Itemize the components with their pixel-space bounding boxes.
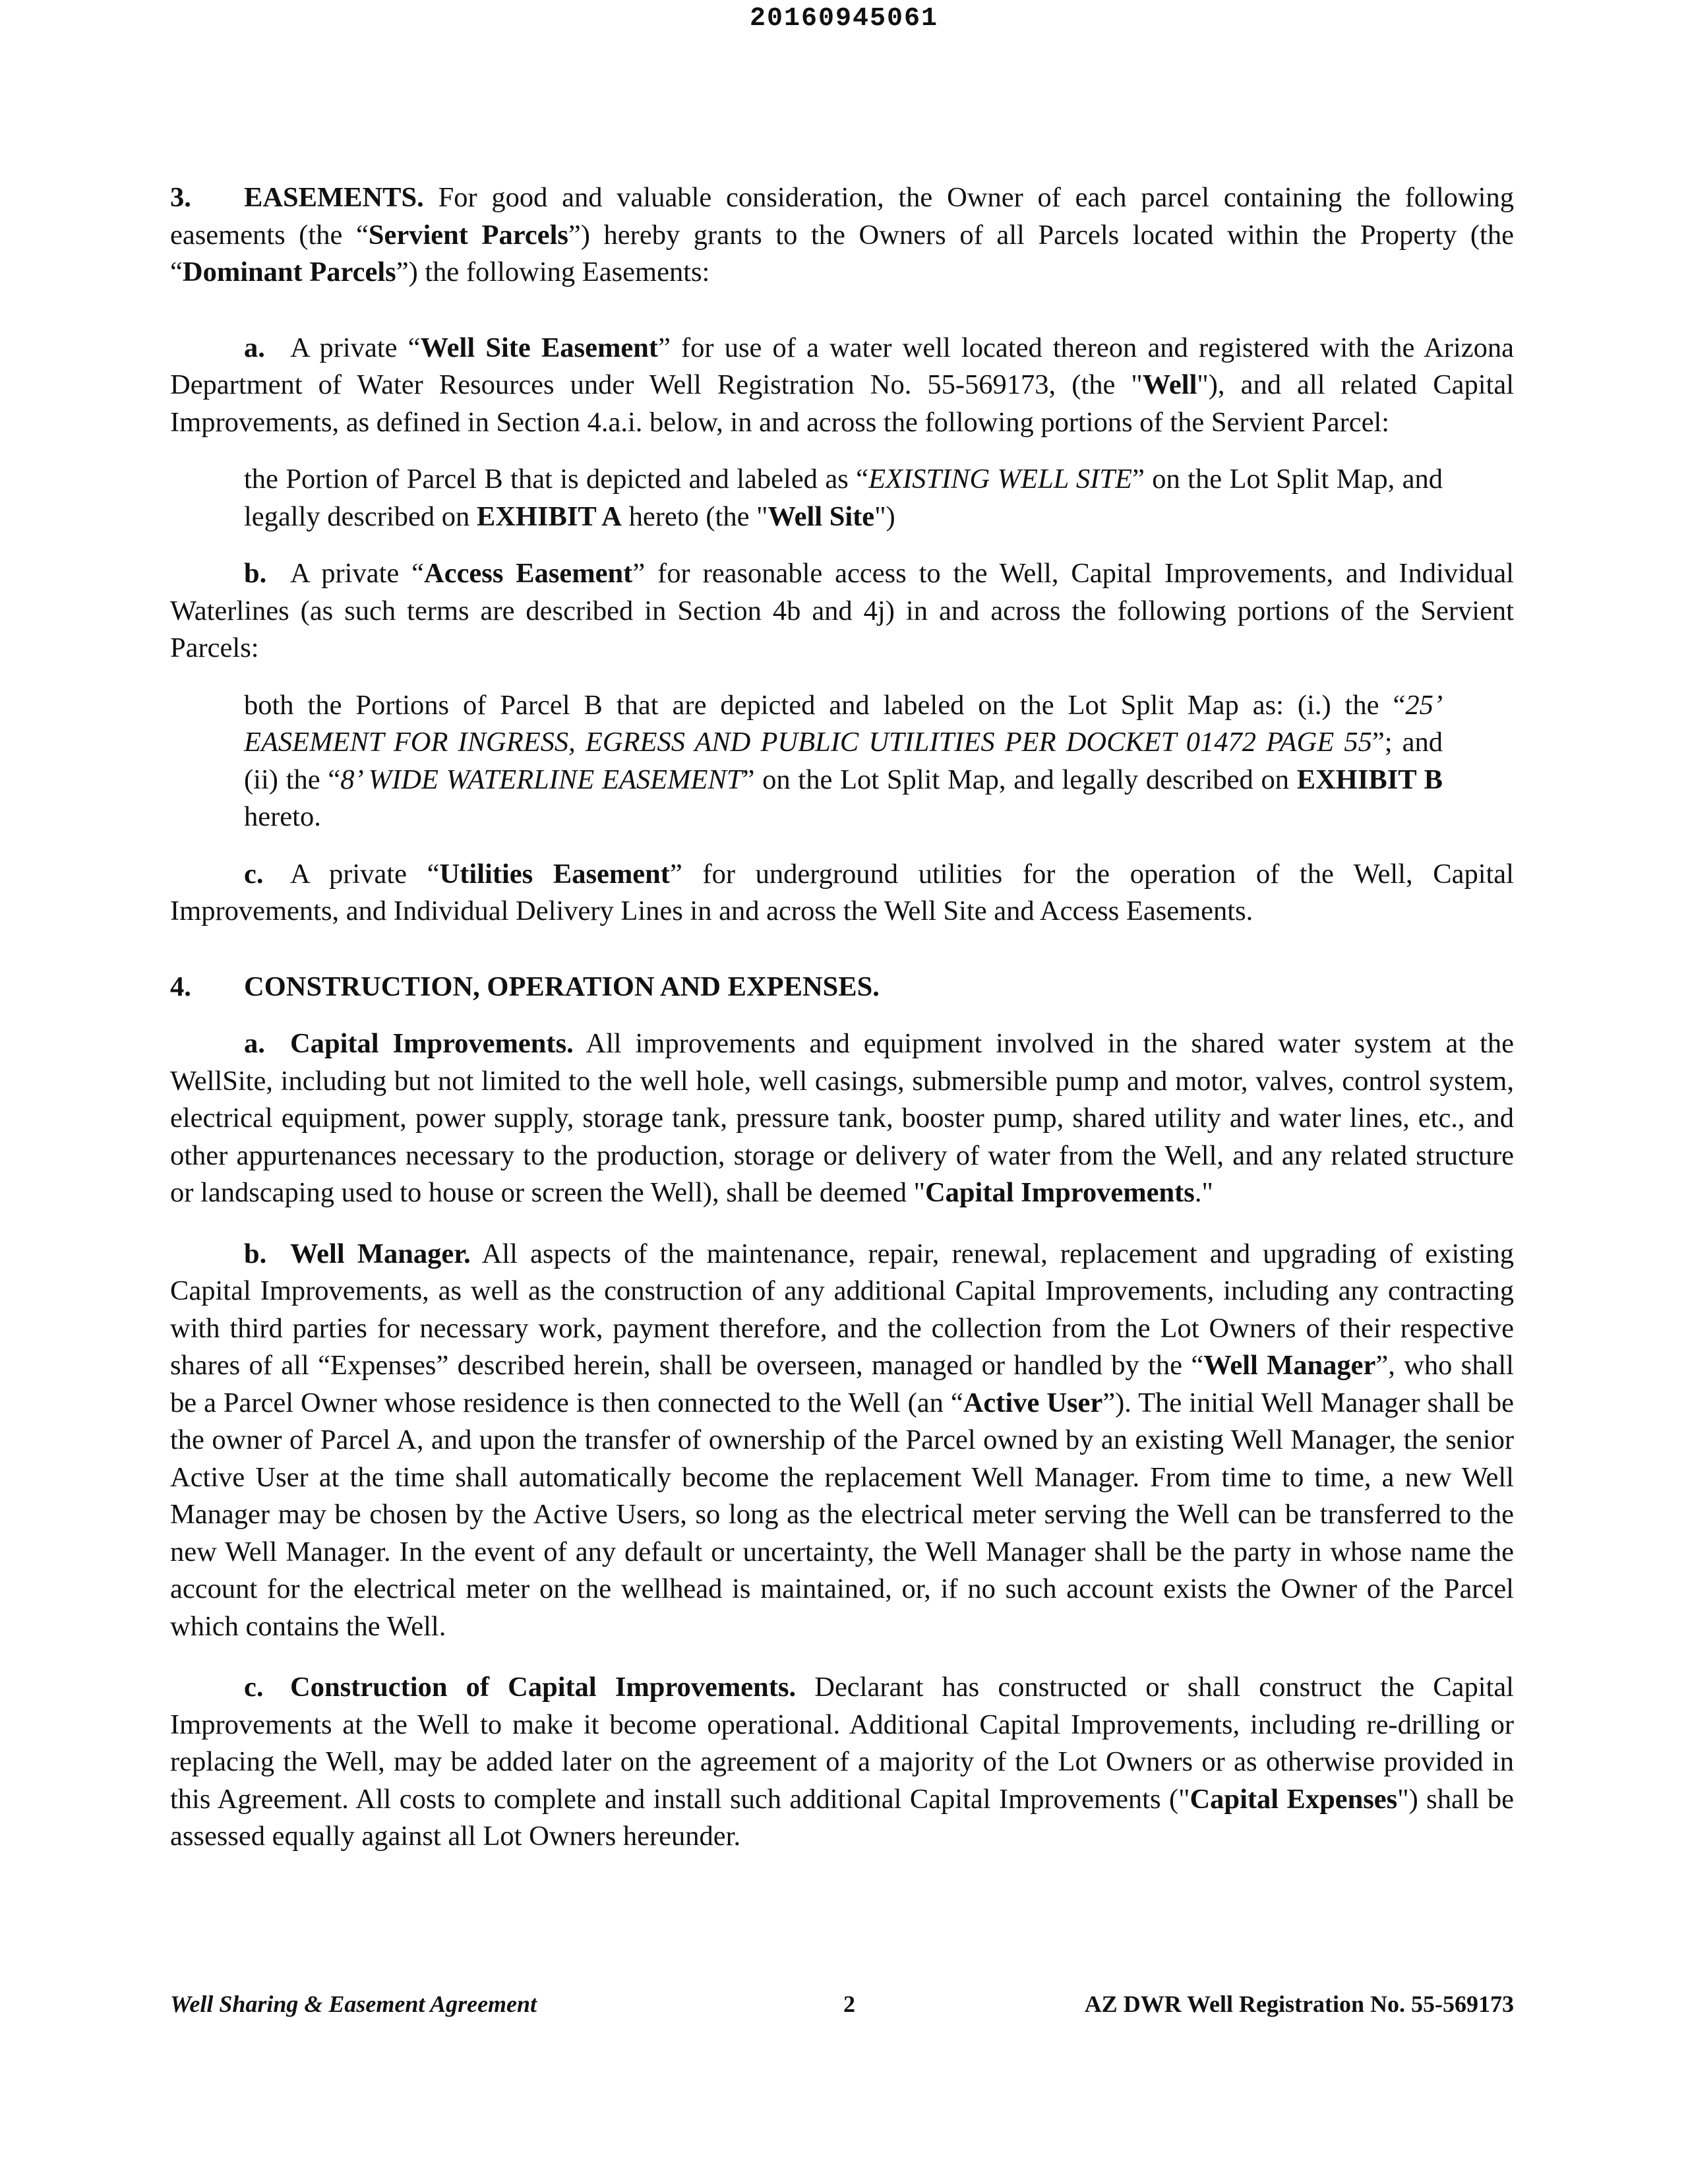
section-4-title: CONSTRUCTION, OPERATION AND EXPENSES. bbox=[244, 971, 880, 1002]
term-capital-improvements: Capital Improvements bbox=[924, 1177, 1195, 1208]
section-3a: a. A private “Well Site Easement” for use of a water well located thereon and registered with the Arizona Department of Water Resources under Well Registration No. 55-569173, (the "Well"), and all related Capital Improvements, as defined in Section 4.a.i. below, in and across the following portions of the Servient Parcel: bbox=[170, 330, 1514, 442]
section-4a-title: Capital Improvements. bbox=[290, 1028, 574, 1059]
term-well-site-easement: Well Site Easement bbox=[420, 332, 658, 363]
section-4c: c. Construction of Capital Improvements. Declarant has constructed or shall construct the Capital Improvements at the Well to make it become operational. Additional Capital Improvements, including re-drilling or replacing the Well, may be added later on the agreement of a majority of the Lot Owners or as otherwise provided in this Agreement. All costs to complete and install such additional Capital Improvements ("Capital Expenses") shall be assessed equally against all Lot Owners hereunder. bbox=[170, 1669, 1514, 1856]
page-footer bbox=[170, 1990, 1514, 2023]
term-well-manager: Well Manager bbox=[1203, 1350, 1376, 1381]
label-existing-well-site: EXISTING WELL SITE bbox=[868, 464, 1132, 495]
section-3c: c. A private “Utilities Easement” for underground utilities for the operation of the Well, Capital Improvements, and Individual Delivery Lines in and across the Well Site and Access Easements. bbox=[170, 856, 1514, 930]
term-servient-parcels: Servient Parcels bbox=[368, 219, 568, 251]
section-4b-label: b. bbox=[244, 1238, 267, 1269]
term-well-site: Well Site bbox=[768, 501, 875, 532]
term-well: Well bbox=[1142, 369, 1197, 400]
section-3-heading: EASEMENTS. bbox=[244, 182, 424, 213]
section-3c-label: c. bbox=[244, 858, 264, 890]
section-4-number: 4. bbox=[170, 971, 191, 1002]
document-body bbox=[170, 179, 1514, 1856]
term-dominant-parcels: Dominant Parcels bbox=[182, 257, 396, 288]
footer-document-title: Well Sharing & Easement Agreement bbox=[170, 1991, 537, 2017]
section-3a-detail: the Portion of Parcel B that is depicted and labeled as “EXISTING WELL SITE” on the Lot Split Map, and legally described on EXHIBIT A hereto (the "Well Site") bbox=[244, 464, 1443, 532]
section-4b-title: Well Manager. bbox=[290, 1238, 471, 1269]
page-number: 2 bbox=[843, 1991, 855, 2017]
label-25-easement: 25’ EASEMENT FOR INGRESS, EGRESS AND PUBLIC UTILITIES PER DOCKET 01472 PAGE 55 bbox=[244, 689, 1443, 758]
section-3-number: 3. bbox=[170, 182, 191, 213]
term-utilities-easement: Utilities Easement bbox=[439, 858, 670, 890]
exhibit-b-ref: EXHIBIT B bbox=[1296, 764, 1443, 795]
term-active-user: Active User bbox=[963, 1387, 1103, 1418]
section-4c-label: c. bbox=[244, 1672, 264, 1703]
term-capital-expenses: Capital Expenses bbox=[1190, 1783, 1398, 1815]
section-3b-label: b. bbox=[244, 558, 267, 589]
section-4b: b. Well Manager. All aspects of the maintenance, repair, renewal, replacement and upgrading of existing Capital Improvements, as well as the construction of any additional Capital Improvements, including any contracting with third parties for necessary work, payment therefore, and the collection from the Lot Owners of their respective shares of all “Expenses” described herein, shall be overseen, managed or handled by the “Well Manager”, who shall be a Parcel Owner whose residence is then connected to the Well (an “Active User”). The initial Well Manager shall be the owner of Parcel A, and upon the transfer of ownership of the Parcel owned by an existing Well Manager, the senior Active User at the time shall automatically become the replacement Well Manager. From time to time, a new Well Manager may be chosen by the Active Users, so long as the electrical meter serving the Well can be transferred to the new Well Manager. In the event of any default or uncertainty, the Well Manager shall be the party in whose name the account for the electrical meter on the wellhead is maintained, or, if no such account exists the Owner of the Parcel which contains the Well. bbox=[170, 1236, 1514, 1646]
section-4-heading bbox=[170, 969, 1514, 1006]
term-access-easement: Access Easement bbox=[424, 558, 633, 589]
section-3-intro: 3. EASEMENTS. For good and valuable consideration, the Owner of each parcel containing the following easements (the “Servient Parcels”) hereby grants to the Owners of all Parcels located within the Property (the “Dominant Parcels”) the following Easements: bbox=[170, 179, 1514, 291]
section-3b-detail: both the Portions of Parcel B that are depicted and labeled on the Lot Split Map as: (i.) the “25’ EASEMENT FOR INGRESS, EGRESS AND PUBLIC UTILITIES PER DOCKET 01472 PAGE 55”; and (ii) the “8’ WIDE WATERLINE EASEMENT” on the Lot Split Map, and legally described on EXHIBIT B hereto. bbox=[244, 689, 1443, 832]
section-3b: b. A private “Access Easement” for reasonable access to the Well, Capital Improvements, and Individual Waterlines (as such terms are described in Section 4b and 4j) in and across the following portions of the Servient Parcels: bbox=[170, 555, 1514, 667]
recording-number: 20160945061 bbox=[749, 4, 939, 34]
exhibit-a-ref: EXHIBIT A bbox=[476, 501, 622, 532]
section-4c-title: Construction of Capital Improvements. bbox=[290, 1672, 797, 1703]
section-4a: a. Capital Improvements. All improvements and equipment involved in the shared water system at the WellSite, including but not limited to the well hole, well casings, submersible pump and motor, valves, control system, electrical equipment, power supply, storage tank, pressure tank, booster pump, shared utility and water lines, etc., and other appurtenances necessary to the production, storage or delivery of water from the Well, and any related structure or landscaping used to house or screen the Well), shall be deemed "Capital Improvements." bbox=[170, 1025, 1514, 1212]
section-3a-label: a. bbox=[244, 332, 265, 363]
footer-registration: AZ DWR Well Registration No. 55-569173 bbox=[1084, 1991, 1514, 2017]
label-waterline-easement: 8’ WIDE WATERLINE EASEMENT bbox=[340, 764, 742, 795]
section-4a-label: a. bbox=[244, 1028, 265, 1059]
